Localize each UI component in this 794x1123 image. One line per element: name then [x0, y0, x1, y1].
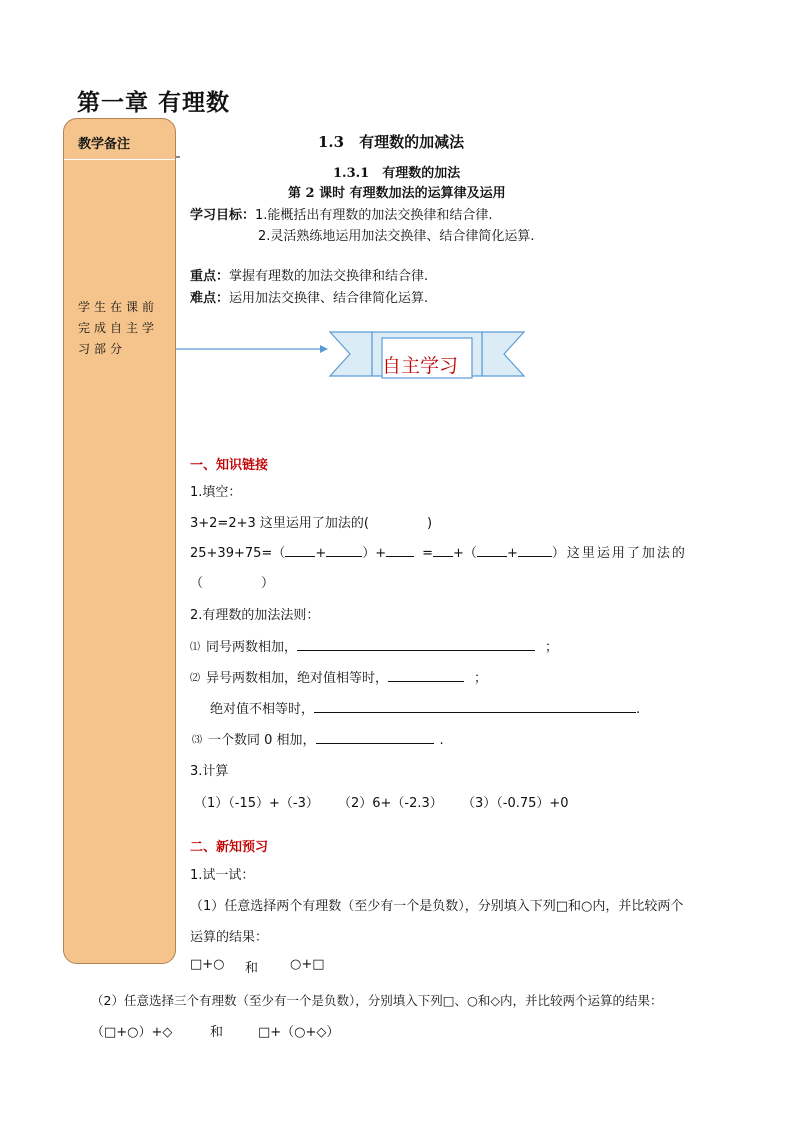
pointer-arrow	[176, 342, 328, 356]
task2-line1: （2）任意选择三个有理数（至少有一个是负数），分别填入下列□、○和◇内，并比较两个运算的结果：	[91, 993, 663, 1008]
rule-2-blank[interactable]	[388, 669, 464, 682]
rule-1-num: ⑴	[190, 642, 200, 653]
header-divider	[176, 154, 180, 160]
blank-3[interactable]	[386, 544, 414, 557]
rule-2b-blank[interactable]	[314, 700, 636, 713]
part1-title: 一、知识链接	[190, 458, 269, 473]
rule-2-text: 异号两数相加，绝对值相等时，	[206, 671, 389, 686]
blank-6[interactable]	[518, 544, 552, 557]
q1-line2-a: 25+39+75=（	[190, 546, 286, 561]
subsection-heading: 1.3.1 有理数的加法	[333, 166, 461, 181]
q1-line1	[190, 512, 432, 531]
task2-expr2: □+（○+◇）	[258, 1025, 340, 1040]
q1-line2-e: +（	[453, 546, 477, 561]
rule-3-end: .	[439, 733, 444, 748]
q1-line1-close: )	[426, 516, 433, 531]
difficulty-label: 难点：	[190, 291, 230, 306]
rule-2b	[210, 698, 640, 717]
try-label: 1.试一试：	[190, 868, 255, 883]
focus-text: 掌握有理数的加法交换律和结合律.	[229, 269, 429, 284]
q2-label: 2.有理数的加法法则：	[190, 608, 320, 623]
task1-and: 和	[245, 961, 259, 976]
q1-line3-open: （	[190, 576, 204, 591]
rule-2b-text: 绝对值不相等时，	[210, 702, 315, 717]
rule-1-text: 同号两数相加，	[206, 640, 298, 655]
q1-line2-g: ）这里运用了加法的	[551, 546, 687, 561]
objectives	[190, 204, 493, 223]
difficulty-text: 运用加法交换律、结合律简化运算.	[229, 291, 429, 306]
task1-line2: 运算的结果：	[190, 930, 269, 945]
q1-line2-d: =	[422, 546, 434, 561]
rule-1-blank[interactable]	[297, 638, 535, 651]
rule-1	[190, 636, 558, 655]
rule-3	[192, 729, 444, 748]
part2-title: 二、新知预习	[190, 840, 269, 855]
q1-line1-text: 3+2=2+3 这里运用了加法的(	[190, 516, 369, 531]
q3-label: 3.计算	[190, 764, 229, 779]
q1-label: 1.填空：	[190, 485, 242, 500]
blank-2[interactable]	[326, 544, 362, 557]
rule-2-num: ⑵	[190, 673, 200, 684]
task2-expr1: （□+○）+◇	[91, 1025, 173, 1040]
calc-2: （2）6+（-2.3）	[338, 796, 443, 811]
q1-line2	[190, 542, 687, 561]
objectives-label: 学习目标：	[190, 208, 256, 223]
blank-5[interactable]	[477, 544, 507, 557]
task1-expr1: □+○	[190, 957, 225, 972]
q1-line3	[190, 572, 274, 591]
sidebar-divider	[64, 159, 175, 160]
chapter-title: 第一章 有理数	[77, 90, 231, 116]
q1-line2-f: +	[506, 546, 518, 561]
blank-1[interactable]	[285, 544, 315, 557]
rule-3-blank[interactable]	[316, 731, 434, 744]
rule-3-num: ⑶	[192, 735, 202, 746]
rule-2	[190, 667, 487, 686]
rule-1-end: ；	[545, 640, 559, 655]
calc-1: （1）（-15）+（-3）	[194, 796, 319, 811]
blank-4[interactable]	[433, 544, 453, 557]
objective-2: 2.灵活熟练地运用加法交换律、结合律简化运算.	[258, 229, 535, 244]
q1-line2-b: +	[315, 546, 327, 561]
banner-title: 自主学习	[382, 355, 459, 377]
q1-line3-close: ）	[261, 576, 275, 591]
rule-2b-end: .	[636, 702, 641, 717]
lesson-heading: 第 2 课时 有理数加法的运算律及运用	[288, 186, 506, 201]
focus-label: 重点：	[190, 269, 230, 284]
calc-3: （3）（-0.75）+0	[462, 796, 569, 811]
task2-and: 和	[210, 1025, 224, 1040]
task1-expr2: ○+□	[290, 957, 325, 972]
rule-2-end: ；	[474, 671, 488, 686]
section-heading: 1.3 有理数的加减法	[318, 133, 465, 151]
sidebar-title: 教学备注	[78, 137, 131, 152]
difficulty-point	[190, 287, 428, 306]
objective-1: 1.能概括出有理数的加法交换律和结合律.	[255, 208, 493, 223]
task1-line1: （1）任意选择两个有理数（至少有一个是负数），分别填入下列□和○内，并比较两个	[190, 899, 684, 914]
teaching-notes-sidebar	[63, 118, 176, 964]
q1-line2-c: ）+	[362, 546, 387, 561]
focus-point	[190, 265, 428, 284]
rule-3-text: 一个数同 0 相加，	[208, 733, 316, 748]
sidebar-note: 学生在课前完成自主学习部分	[78, 300, 159, 356]
